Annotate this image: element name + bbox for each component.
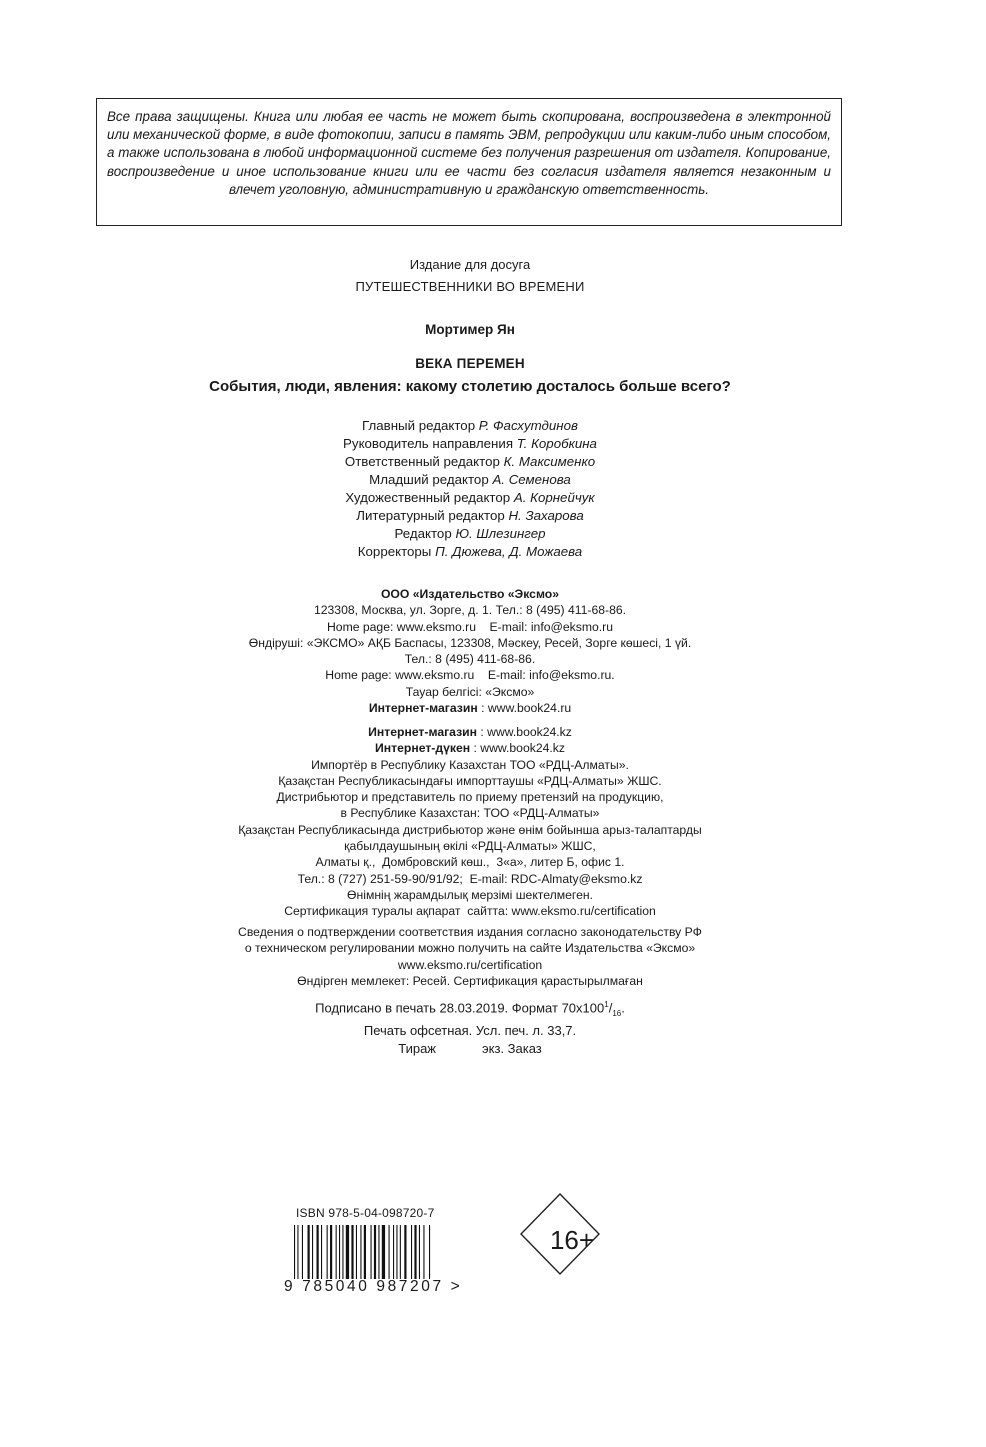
staff-line: Младший редактор А. Семенова <box>369 472 571 487</box>
edition-type: Издание для досуга <box>409 257 531 272</box>
kz-line: Қазақстан Республикасында дистрибьютор және өнім бойынша арыз-талаптарды <box>238 822 702 837</box>
staff-line: Редактор Ю. Шлезингер <box>394 526 546 541</box>
publisher-kz-web: Home page: www.eksmo.ru E-mail: info@eksmo.ru. <box>325 668 615 683</box>
publisher-kz-phone: Тел.: 8 (495) 411-68-86. <box>404 652 536 667</box>
kz-line: в Республике Казахстан: ТОО «РДЦ-Алматы» <box>340 806 600 821</box>
kz-line: Импортёр в Республику Казахстан ТОО «РДЦ-Алматы». <box>311 757 629 772</box>
print-run: Тираж экз. Заказ <box>398 1040 542 1056</box>
publisher-name: ООО «Издательство «Эксмо» <box>380 587 560 601</box>
print-info <box>0 996 940 1057</box>
kz-line: Алматы қ., Домбровский көш., 3«а», литер Б, офис 1. <box>315 855 625 870</box>
editorial-staff <box>0 417 940 561</box>
publisher-web: Home page: www.eksmo.ru E-mail: info@eksmo.ru <box>326 619 613 634</box>
book-title: ВЕКА ПЕРЕМЕН <box>415 356 525 371</box>
cert-line: www.eksmo.ru/certification <box>397 957 543 972</box>
cert-line: Өндірген мемлекет: Ресей. Сертификация қарастырылмаған <box>297 973 643 988</box>
print-signed: Подписано в печать 28.03.2019. Формат $70x100^1/_{16}$. <box>315 1000 625 1018</box>
age-rating: 16+ <box>549 1225 595 1255</box>
kz-line: Тел.: 8 (727) 251-59-90/91/92; E-mail: RDC-Almaty@eksmo.kz <box>297 871 643 886</box>
print-offset: Печать офсетная. Усл. печ. л. 33,7. <box>363 1023 577 1039</box>
staff-line: Ответственный редактор К. Максименко <box>344 454 596 469</box>
staff-line: Корректоры П. Дюжева, Д. Можаева <box>357 544 583 559</box>
kz-line: Қазақстан Республикасындағы импорттаушы «РДЦ-Алматы» ЖШС. <box>278 773 662 788</box>
staff-line: Руководитель направления Т. Коробкина <box>343 436 597 451</box>
kz-line: Сертификация туралы ақпарат сайтта: www.eksmo.ru/certification <box>284 904 656 919</box>
staff-line: Художественный редактор А. Корнейчук <box>345 490 595 505</box>
staff-line: Главный редактор Р. Фасхутдинов <box>362 418 578 433</box>
rights-notice-box <box>96 98 842 226</box>
publisher-trademark: Тауар белгісі: «Эксмо» <box>405 684 535 699</box>
kz-shop: Интернет-магазин : www.book24.kz <box>368 725 572 739</box>
publisher-info <box>0 586 940 716</box>
kz-shop-kz: Интернет-дүкен : www.book24.kz <box>375 741 565 756</box>
publisher-address: 123308, Москва, ул. Зорге, д. 1. Тел.: 8 (495) 411-68-86. <box>313 603 627 618</box>
barcode-digits: 9 785040 987207 > <box>284 1278 463 1295</box>
publisher-shop: Интернет-магазин : www.book24.ru <box>368 701 572 716</box>
kz-line: қабылдаушының өкілі «РДЦ-Алматы» ЖШС, <box>344 839 596 854</box>
kz-line: Дистрибьютор и представитель по приему претензий на продукцию, <box>276 790 664 805</box>
book-subtitle: События, люди, явления: какому столетию досталось больше всего? <box>209 378 731 395</box>
cert-line: о техническом регулировании можно получить на сайте Издательства «Эксмо» <box>244 941 696 956</box>
certification-info <box>0 924 940 989</box>
cert-line: Сведения о подтверждении соответствия издания согласно законодательству РФ <box>238 925 702 939</box>
isbn-label: ISBN 978-5-04-098720-7 <box>296 1206 435 1220</box>
kazakhstan-info <box>0 724 940 920</box>
rights-notice: Все права защищены. Книга или любая ее часть не может быть скопирована, воспроизведена в электронной или механической форме, в виде фотокопии, записи в память ЭВМ, репродукции или каким-либо иным способом, а также использована в любой информационной системе без получения разрешения от издателя. Копирование, воспроизведение и иное использование книги или ее части без согласия издателя является незаконным и влечет уголовную, административную и гражданскую ответственность. <box>107 109 831 197</box>
series-name: ПУТЕШЕСТВЕННИКИ ВО ВРЕМЕНИ <box>355 279 585 294</box>
author-name: Мортимер Ян <box>425 322 515 337</box>
staff-line: Литературный редактор Н. Захарова <box>356 508 584 523</box>
publisher-kz-producer: Өндіруші: «ЭКСМО» АҚБ Баспасы, 123308, Мәскеу, Ресей, Зорге көшесі, 1 үй. <box>248 635 692 650</box>
barcode-icon <box>294 1225 444 1279</box>
kz-line: Өнімнің жарамдылық мерзімі шектелмеген. <box>347 887 593 902</box>
